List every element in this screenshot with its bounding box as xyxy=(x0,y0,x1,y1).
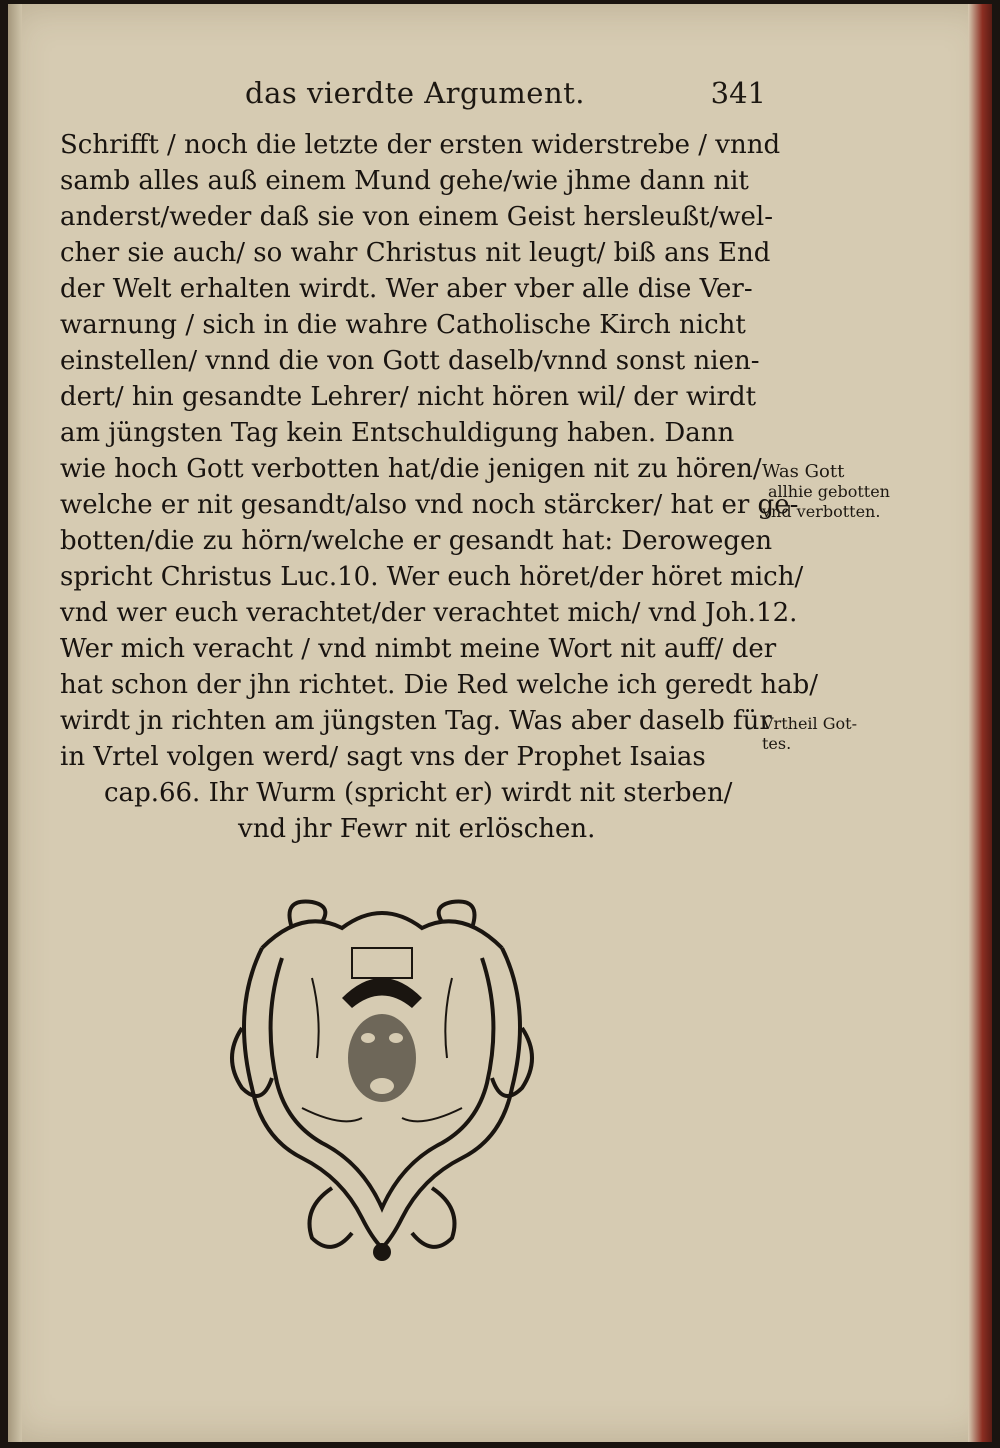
text-line: samb alles auß einem Mund gehe/wie jhme dann nit xyxy=(60,166,749,196)
text-line: am jüngsten Tag kein Entschuldigung haben. Dann xyxy=(60,418,735,448)
text-line: vnd jhr Fewr nit erlöschen. xyxy=(238,814,596,844)
text-line: wirdt jn richten am jüngsten Tag. Was aber daselb für xyxy=(60,706,772,736)
running-title: das vierdte Argument. xyxy=(245,76,585,110)
text-line: anderst/weder daß sie von einem Geist hersleußt/wel‑ xyxy=(60,202,774,232)
page-fore-edge xyxy=(968,4,992,1442)
woodcut-ornament xyxy=(222,888,542,1268)
text-line: cap.66. Ihr Wurm (spricht er) wirdt nit sterben/ xyxy=(104,778,733,808)
page-gutter-edge xyxy=(8,4,22,1442)
page-number: 341 xyxy=(710,76,766,110)
text-line: einstellen/ vnnd die von Gott daselb/vnnd sonst nien‑ xyxy=(60,346,760,376)
margin-note-line: allhie gebotten xyxy=(768,482,890,501)
margin-note-gebotten xyxy=(762,462,902,522)
margin-note-line: vnd verbotten. xyxy=(762,502,881,521)
text-line: Wer mich veracht / vnd nimbt meine Wort nit auff/ der xyxy=(60,634,777,664)
margin-note-line: tes. xyxy=(762,734,792,753)
text-line: der Welt erhalten wirdt. Wer aber vber alle dise Ver‑ xyxy=(60,274,753,304)
text-line: hat schon der jhn richtet. Die Red welche ich geredt hab/ xyxy=(60,670,819,700)
margin-note-vrtheil xyxy=(762,714,902,754)
text-line: botten/die zu hörn/welche er gesandt hat: Derowegen xyxy=(60,526,773,556)
text-line: dert/ hin gesandte Lehrer/ nicht hören wil/ der wirdt xyxy=(60,382,757,412)
text-line: warnung / sich in die wahre Catholische Kirch nicht xyxy=(60,310,746,340)
text-line: Schrifft / noch die letzte der ersten widerstrebe / vnnd xyxy=(60,130,781,160)
text-line: wie hoch Gott verbotten hat/die jenigen nit zu hören/ xyxy=(60,454,762,484)
text-line: spricht Christus Luc.10. Wer euch höret/der höret mich/ xyxy=(60,562,804,592)
text-line: welche er nit gesandt/also vnd noch stärcker/ hat er ge‑ xyxy=(60,490,799,520)
text-line: cher sie auch/ so wahr Christus nit leugt/ biß ans End xyxy=(60,238,771,268)
margin-note-line: Vrtheil Got‑ xyxy=(762,714,857,733)
running-head xyxy=(60,76,780,120)
margin-note-line: Was Gott xyxy=(762,461,845,482)
text-line: in Vrtel volgen werd/ sagt vns der Prophet Isaias xyxy=(60,742,706,772)
text-line: vnd wer euch verachtet/der verachtet mich/ vnd Joh.12. xyxy=(60,598,798,628)
